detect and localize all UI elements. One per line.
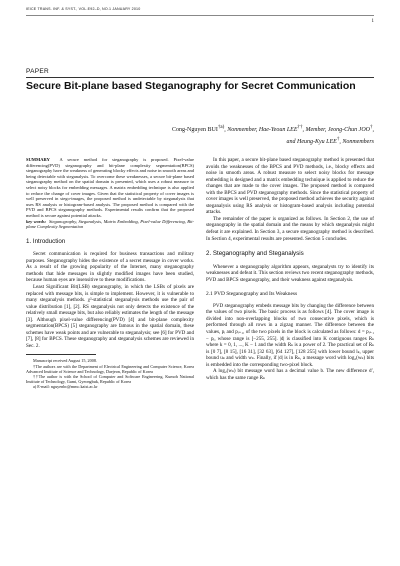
keywords-text: Steganography, Steganalysis, Matrix Embedding, Pixel-value Differencing, Bit-plane Complexity Segmentation (26, 218, 195, 230)
affiliation-mark: †a) (217, 125, 225, 130)
right-column (206, 157, 374, 381)
affiliation-mark: † (370, 125, 373, 130)
footnote: †The authors are with the Department of Electrical Engineering and Computer Science, Korea Advanced Institute of Science and Technology, Daejeon, Republic of Korea (26, 363, 194, 374)
affiliation-mark: †† (297, 125, 303, 130)
section-heading: 1. Introduction (26, 237, 66, 245)
paper-label: PAPER (26, 68, 50, 75)
left-column (26, 157, 194, 390)
summary-label: SUMMARY (26, 157, 50, 162)
section-heading: 2. Steganography and Steganalysis (206, 250, 304, 258)
paragraph: The remainder of the paper is organized as follows. In Section 2, the use of steganography in the spatial domain and the means by which steganalysis might defeat it are explained. In Section 3, a secure steganography method is described. In Section 4, experimental results are presented. Section 5 concludes. (206, 215, 374, 242)
author-separator: , (372, 127, 374, 133)
keywords (26, 219, 194, 230)
paragraph: Least Significant Bit(LSB) steganography, in which the LSBs of pixels are replaced with message bits, is simple to implement. However, it is vulnerable to many steganalysis methods. χ²-statistical steganalysis methods use the pair of value distribution [1], [2]. RS steganalysis not only detects the existence of the relatively small message bits, but also reliably estimates the length of the message [3]. Although pixel-value differencing(PVD) [4] and bit-plane complexity segmentation(BPCS) [5] steganography are famous in the spatial domain, these schemes have weak points and are vulnerable to steganalysis; see [6] for PVD and [7], [8] for BPCS. These steganography and steganalysis schemes are reviewed in Sec. 2. (26, 284, 194, 349)
summary-text: A secure method for steganography is proposed. Pixel-value differencing(PVD) steganography and bit-plane complexity segmentation(BPCS) steganography have the weakness of generating blocky effects and noise in smooth areas and being detectable with steganalysis. To overcome these weaknesses, a secure bit-plane based steganography method on the spatial domain is presented, which uses a robust measure to select noisy blocks for embedding messages. A matrix embedding technique is also applied to reduce the change of cover images. Given that the statistical property of cover images is well preserved in stego-images, the proposed method is undetectable by steganalysis that uses RS analysis or histogram-based analysis. The proposed method is compared with the PVD and BPCS steganography methods. Experimental results confirm that the proposed method is secure against potential attacks. (26, 157, 194, 218)
paragraph: A log₂(wₖ) bit message word has a decimal value b. The new difference d′, which has the same range Rₖ (206, 368, 374, 381)
author-role: , Nonmembers (339, 139, 374, 145)
paragraph: Whenever a steganography algorithm appears, steganalysts try to identify its weaknesses and defeat it. This section reviews two recent steganography methods, PVD and BPCS steganography, and their weakness against steganalysis. (206, 263, 374, 283)
author-line-1 (74, 123, 374, 135)
paragraph: Secret communication is required for business transactions and military purposes. Steganography hides the existence of a secret message in cover works. As a result of the growing popularity of the Internet, many steganography methods that hide messages in slightly modified images have been studied, because human eyes are insensitive to these modifications. (26, 251, 194, 284)
author-name: , Member, Jeong-Chun JOO (302, 127, 370, 133)
keywords-label: key words: (26, 218, 47, 224)
affiliation-mark: † (336, 137, 340, 142)
paragraph: PVD steganography embeds message bits by changing the difference between the values of two pixels. The basic process is as follows [4]. The cover image is divided into non-overlapping blocks of two consecutive pixels, which is performed through all rows in a zigzag manner. The difference between the values, pᵢ and pᵢ₊₁, of the two pixels in the block is calculated as follows: d = pᵢ₊₁ − pᵢ, whose range is [−255, 255]. |d| is classified into K contiguous ranges Rₖ where k = 0, 1, ..., K − 1 and the width Rₖ is a power of 2. The practical set of Rₖ is [0 7], [8 15], [16 31], [32 63], [64 127], [128 255] with lower bound lₖ, upper bound uₖ and width wₖ. Finally, if |d| is in Rₖ, a message word with log₂(wₖ) bits is embedded into the corresponding two-pixel block. (206, 302, 374, 368)
footnote-rule (26, 354, 96, 355)
author-name: Cong-Nguyen BUI (172, 127, 218, 133)
paper-title: Secure Bit-plane based Steganography for Secret Communication (26, 80, 356, 92)
abstract (26, 157, 194, 219)
title-rule (26, 77, 374, 78)
author-name: , Nonmember, Hae-Yeoun LEE (224, 127, 298, 133)
author-list (74, 123, 374, 147)
footnote: Manuscript received August 15, 2008. (33, 358, 97, 364)
paragraph: In this paper, a secure bit-plane based steganography method is presented that avoids the weaknesses of the BPCS and PVD methods, i.e., blocky effects and noise in smooth areas. A robust measure to select noisy blocks for message embedding is designed and a matrix embedding technique is applied to reduce the changes that are made to the cover images. The proposed method is compared with the BPCS and PVD steganography methods. Since the statistical property of cover images is well preserved, the proposed method achieves the security against steganalysis using RS analysis or histogram-based analysis including potential attacks. (206, 157, 374, 216)
author-name: and Heung-Kyu LEE (286, 139, 337, 145)
footnote: ††The author is with the School of Computer and Software Engineering, Kumoh National Institute of Technology, Gumi, Gyeongbuk, Republic of Korea (26, 374, 194, 385)
page-number: 1 (371, 19, 374, 24)
header-rule (26, 15, 374, 16)
footnote: a) E-mail: nguyenbc@mmc.kaist.ac.kr (33, 384, 98, 390)
author-line-2 (74, 135, 374, 147)
running-head: IEICE TRANS. INF. & SYST., VOL.E92–D, NO.1 JANUARY 2010 (26, 7, 141, 11)
subsection-heading: 2.1 PVD Steganography and Its Weakness (206, 291, 298, 298)
